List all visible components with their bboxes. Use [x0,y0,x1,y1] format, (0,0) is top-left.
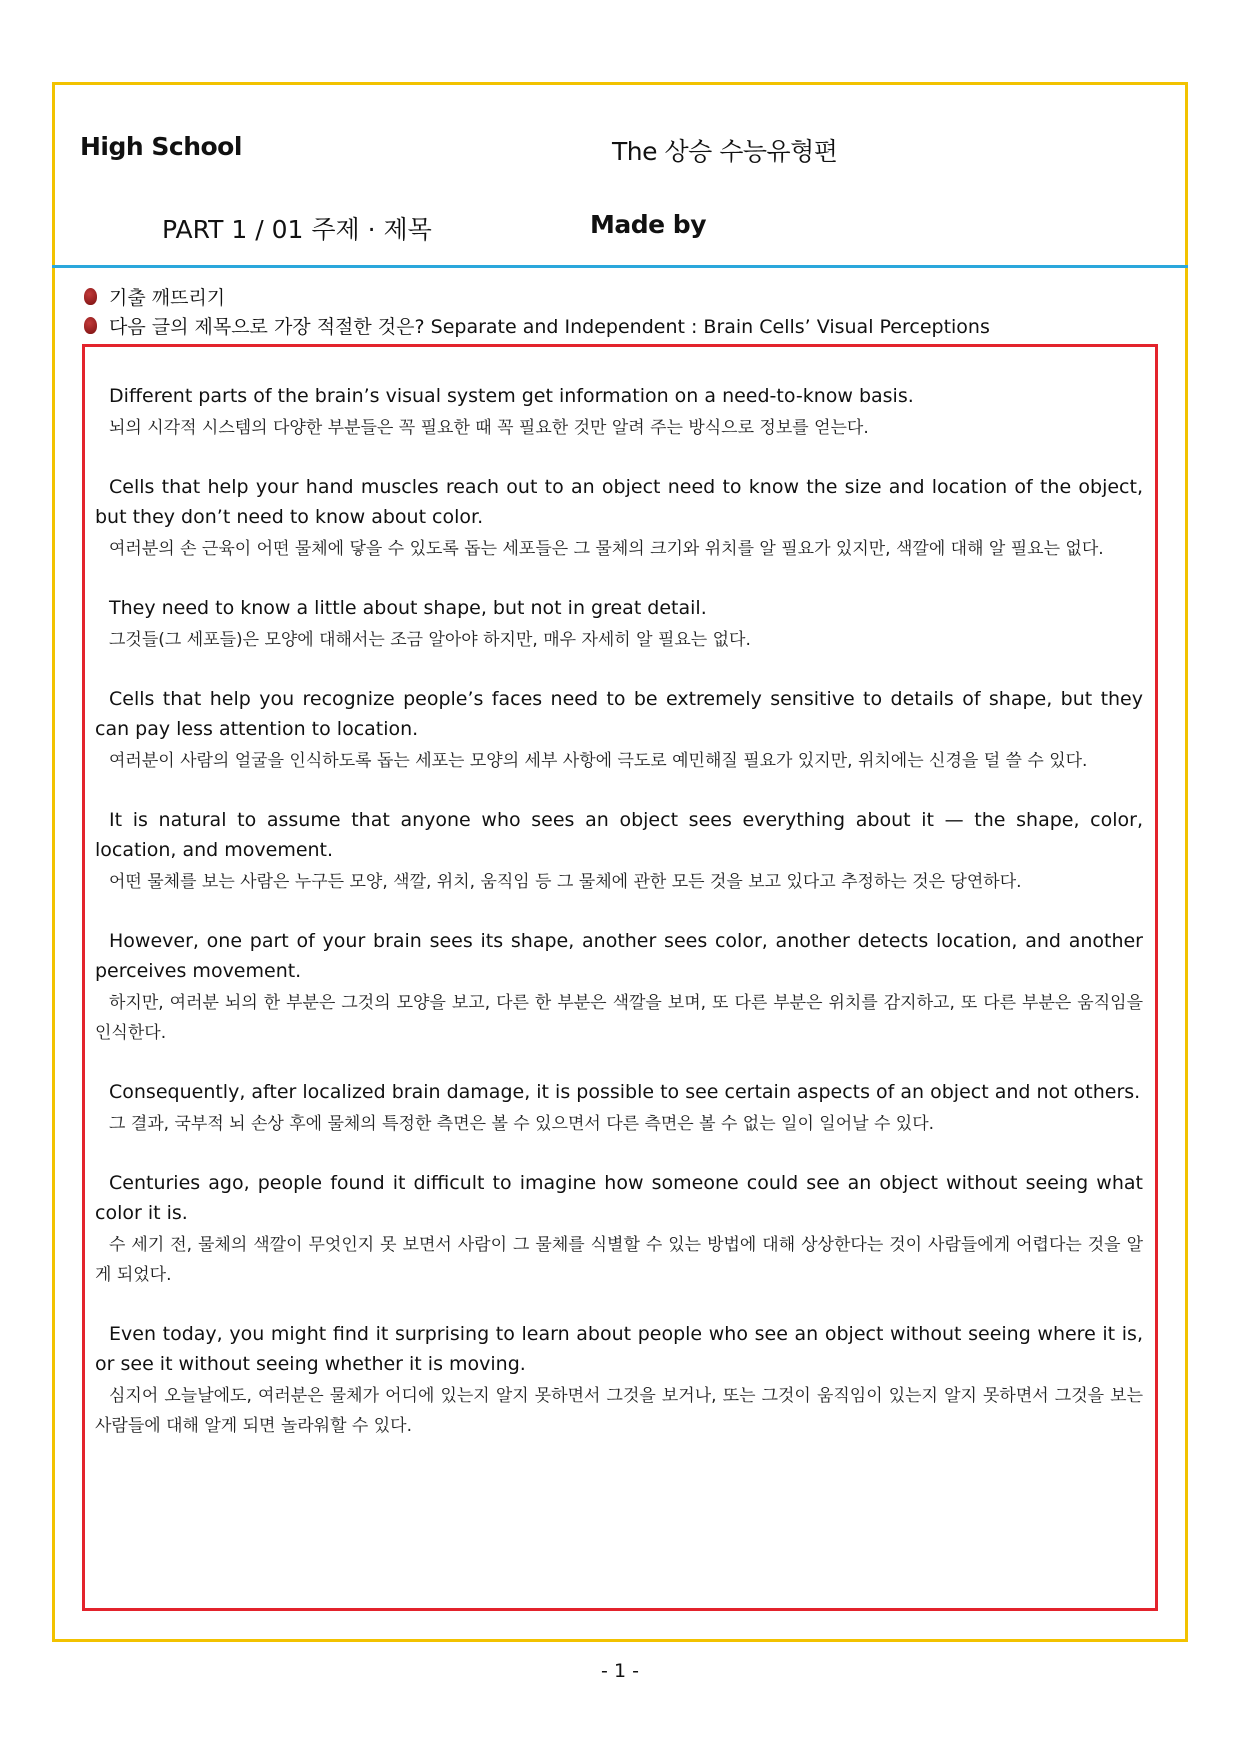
korean-translation: 뇌의 시각적 시스템의 다양한 부분들은 꼭 필요한 때 꼭 필요한 것만 알려 주는 방식으로 정보를 얻는다. [109,418,869,438]
paragraph [95,684,1143,776]
red-drop-icon [84,288,97,305]
paragraph [95,593,1143,655]
paragraph [95,472,1143,564]
book-title: The 상승 수능유형편 [612,137,838,166]
paragraph [95,381,1143,443]
korean-translation: 그 결과, 국부적 뇌 손상 후에 물체의 특정한 측면은 볼 수 있으면서 다른 측면은 볼 수 없는 일이 일어날 수 있다. [109,1114,935,1134]
paragraph [95,1077,1143,1139]
english-sentence: It is natural to assume that anyone who sees an object sees everything about it — the shape, color, location, and movement. [95,809,1143,861]
korean-translation: 여러분이 사람의 얼굴을 인식하도록 돕는 세포는 모양의 세부 사항에 극도로 예민해질 필요가 있지만, 위치에는 신경을 덜 쓸 수 있다. [109,751,1088,771]
korean-translation: 수 세기 전, 물체의 색깔이 무엇인지 못 보면서 사람이 그 물체를 식별할 수 있는 방법에 대해 상상한다는 것이 사람들에게 어렵다는 것을 알게 되었다. [95,1235,1143,1285]
paragraph [95,805,1143,897]
korean-translation: 하지만, 여러분 뇌의 한 부분은 그것의 모양을 보고, 다른 한 부분은 색깔을 보며, 또 다른 부분은 위치를 감지하고, 또 다른 부분은 움직임을 인식한다. [95,993,1143,1043]
paragraph [95,1319,1143,1441]
korean-translation: 어떤 물체를 보는 사람은 누구든 모양, 색깔, 위치, 움직임 등 그 물체에 관한 모든 것을 보고 있다고 추정하는 것은 당연하다. [109,872,1022,892]
header-divider [52,265,1188,268]
english-sentence: Even today, you might find it surprising to learn about people who see an object without seeing where it is, or see it without seeing whether it is moving. [95,1323,1143,1375]
english-sentence: Different parts of the brain’s visual system get information on a need-to-know basis. [109,385,914,407]
english-sentence: Cells that help you recognize people’s faces need to be extremely sensitive to details of shape, but they can pay less attention to location. [95,688,1143,740]
section-label-row [84,283,225,310]
question-row [84,312,990,339]
section-label: 기출 깨뜨리기 [109,287,226,309]
english-sentence: They need to know a little about shape, but not in great detail. [109,597,707,619]
made-by-label: Made by [590,210,706,239]
question-text: 다음 글의 제목으로 가장 적절한 것은? Separate and Independent : Brain Cells’ Visual Perceptions [109,316,990,338]
english-sentence: However, one part of your brain sees its shape, another sees color, another detects location, and another perceives movement. [95,930,1143,982]
korean-translation: 그것들(그 세포들)은 모양에 대해서는 조금 알아야 하지만, 매우 자세히 알 필요는 없다. [109,630,751,650]
red-drop-icon [84,317,97,334]
passage-box [82,344,1158,1611]
english-sentence: Centuries ago, people found it difficult to imagine how someone could see an object without seeing what color it is. [95,1172,1143,1224]
paragraph [95,1168,1143,1290]
english-sentence: Cells that help your hand muscles reach out to an object need to know the size and location of the object, but they don’t need to know about color. [95,476,1143,528]
part-title: PART 1 / 01 주제 · 제목 [162,215,432,244]
korean-translation: 심지어 오늘날에도, 여러분은 물체가 어디에 있는지 알지 못하면서 그것을 보거나, 또는 그것이 움직임이 있는지 알지 못하면서 그것을 보는 사람들에 대해 알게 되면 놀라워할 수 있다. [95,1386,1143,1436]
page-number: - 1 - [601,1660,639,1682]
school-title: High School [80,132,242,161]
paragraph [95,926,1143,1048]
korean-translation: 여러분의 손 근육이 어떤 물체에 닿을 수 있도록 돕는 세포들은 그 물체의 크기와 위치를 알 필요가 있지만, 색깔에 대해 알 필요는 없다. [109,539,1104,559]
english-sentence: Consequently, after localized brain damage, it is possible to see certain aspects of an object and not others. [109,1081,1141,1103]
